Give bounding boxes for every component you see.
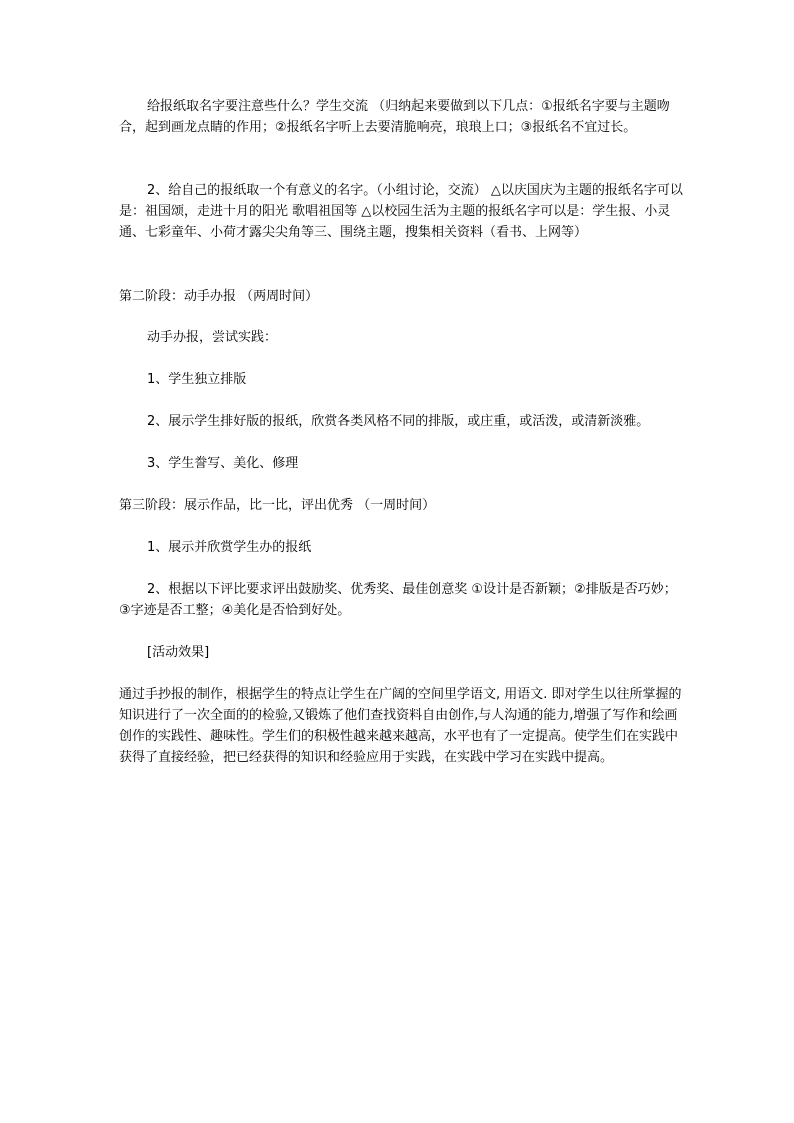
section-label-effect: [活动效果] xyxy=(147,645,210,660)
paragraph-choose-name: 2、给自己的报纸取一个有意义的名字。（小组讨论，交流） △以庆国庆为主题的报纸名字可以是：祖国颂，走进十月的阳光 歌唱祖国等 △以校园生活为主题的报纸名字可以是：学生报、小灵通、七彩童年、小荷才露尖尖角等三、围绕主题，搜集相关资料（看书、上网等） xyxy=(119,183,683,240)
paragraph-hands-on: 动手办报，尝试实践： xyxy=(147,330,278,345)
list-item-exhibit: 1、展示并欣赏学生办的报纸 xyxy=(147,540,312,555)
list-item-show-layout: 2、展示学生排好版的报纸，欣赏各类风格不同的排版，或庄重，或活泼，或清新淡雅。 xyxy=(147,414,650,429)
heading-stage-three: 第三阶段：展示作品，比一比，评出优秀 （一周时间） xyxy=(119,498,436,513)
list-item-criteria: 2、根据以下评比要求评出鼓励奖、优秀奖、最佳创意奖 ①设计是否新颖；②排版是否巧妙；③字迹是否工整；④美化是否恰到好处。 xyxy=(119,582,677,618)
heading-stage-two: 第二阶段：动手办报 （两周时间） xyxy=(119,289,319,304)
paragraph-effect: 通过手抄报的制作，根据学生的特点让学生在广阔的空间里学语文, 用语文. 即对学生以往所掌握的知识进行了一次全面的的检验,又锻炼了他们查找资料自由创作,与人沟通的能力,增强了写作和绘画创作的实践性、趣味性。学生们的积极性越来越来越高，水平也有了一定提高。使学生们在实践中获得了直接经验，把已经获得的知识和经验应用于实践，在实践中学习在实践中提高。 xyxy=(119,687,682,765)
list-item-layout: 1、学生独立排版 xyxy=(147,372,247,387)
list-item-copy-beautify: 3、学生誊写、美化、修理 xyxy=(147,456,299,471)
paragraph-naming-tips: 给报纸取名字要注意些什么？学生交流 （归纳起来要做到以下几点：①报纸名字要与主题吻合，起到画龙点睛的作用；②报纸名字听上去要清脆响亮，琅琅上口；③报纸名不宜过长。 xyxy=(119,99,670,135)
